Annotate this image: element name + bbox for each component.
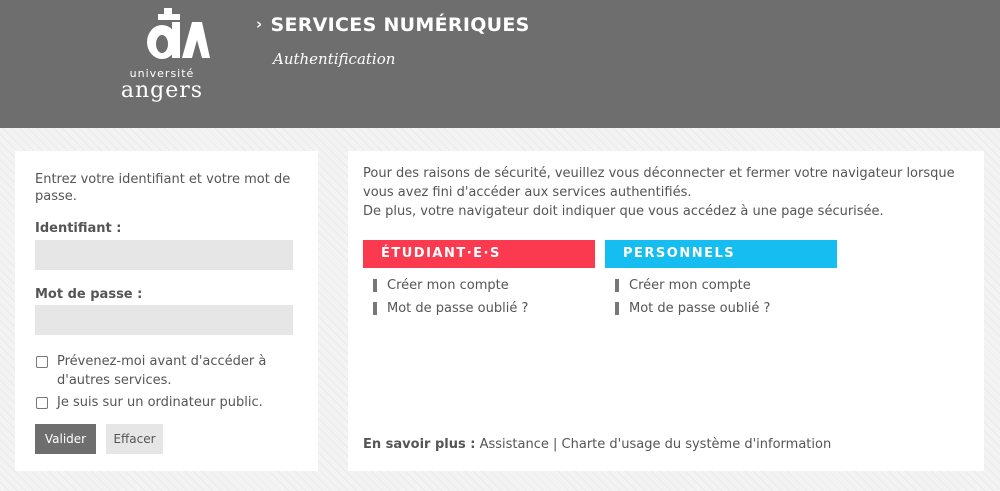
personnels-create-account-link[interactable] — [615, 277, 751, 294]
footer-links — [363, 437, 831, 452]
header — [0, 0, 1000, 128]
info-panel — [348, 151, 984, 471]
logo-city-text: angers — [120, 78, 204, 103]
university-logo[interactable] — [112, 8, 212, 103]
public-computer-checkbox[interactable] — [36, 397, 48, 409]
charte-link[interactable]: Charte d'usage du système d'information — [561, 437, 832, 452]
warn-checkbox-label[interactable]: Prévenez-moi avant d'accéder à d'autres services. — [57, 354, 267, 388]
ua-logo-icon — [112, 8, 212, 68]
security-info-line1: Pour des raisons de sécurité, veuillez vous déconnecter et fermer votre navigateur lorsque vous avez fini d'accéder aux services authentifiés. — [363, 166, 955, 200]
link-label[interactable]: Mot de passe oublié ? — [387, 301, 529, 316]
personnels-forgot-password-link[interactable] — [615, 300, 770, 317]
site-title-text: SERVICES NUMÉRIQUES — [270, 14, 530, 36]
footer-label: En savoir plus : — [363, 437, 476, 452]
logo-university-text: université — [129, 67, 195, 80]
footer-separator: | — [553, 437, 558, 452]
category-personnels-header: PERSONNELS — [605, 240, 837, 268]
reset-button[interactable]: Effacer — [106, 424, 163, 454]
assistance-link[interactable]: Assistance — [479, 437, 549, 452]
security-info — [363, 164, 973, 221]
submit-button[interactable]: Valider — [35, 424, 96, 454]
password-label: Mot de passe : — [35, 287, 143, 302]
login-intro: Entrez votre identifiant et votre mot de passe. — [35, 172, 291, 204]
etudiants-create-account-link[interactable] — [373, 277, 509, 294]
bullet-bar-icon — [373, 279, 377, 292]
site-title — [256, 14, 530, 36]
warn-checkbox[interactable] — [36, 356, 48, 368]
link-label[interactable]: Créer mon compte — [629, 278, 751, 293]
username-input[interactable] — [35, 240, 293, 270]
public-computer-checkbox-label[interactable]: Je suis sur un ordinateur public. — [57, 395, 263, 410]
etudiants-forgot-password-link[interactable] — [373, 300, 528, 317]
category-etudiants-header: ÉTUDIANT·E·S — [363, 240, 595, 268]
login-panel — [15, 151, 318, 471]
chevron-right-icon: › — [256, 15, 263, 33]
link-label[interactable]: Créer mon compte — [387, 278, 509, 293]
link-label[interactable]: Mot de passe oublié ? — [629, 301, 771, 316]
password-input[interactable] — [35, 305, 293, 335]
security-info-line2: De plus, votre navigateur doit indiquer que vous accédez à une page sécurisée. — [363, 204, 884, 219]
bullet-bar-icon — [615, 302, 619, 315]
bullet-bar-icon — [373, 302, 377, 315]
site-subtitle: Authentification — [273, 50, 396, 68]
bullet-bar-icon — [615, 279, 619, 292]
username-label: Identifiant : — [35, 221, 122, 236]
